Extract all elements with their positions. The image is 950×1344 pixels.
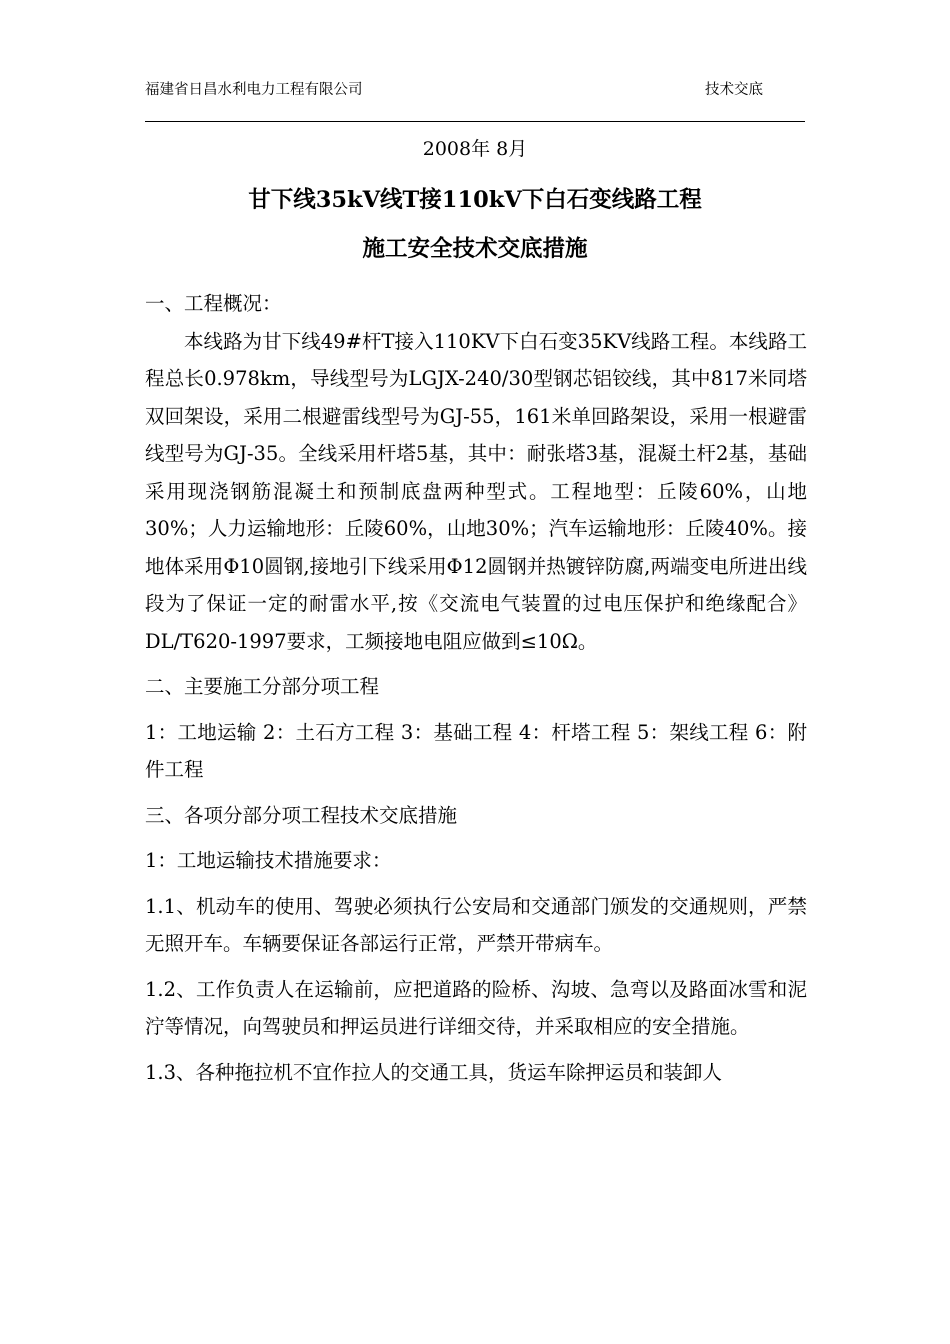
document-title: 甘下线35kV线T接110kV下白石变线路工程 [248,187,702,213]
spacer [145,1046,807,1054]
section-1-paragraph: 本线路为甘下线49#杆T接入110KV下白石变35KV线路工程。本线路工程总长0.978km，导线型号为LGJX-240/30型钢芯铝铰线，其中817米同塔双回架设，采用二根避雷线型号为GJ-55，161米单回路架设，采用一根避雷线型号为GJ-35。全线采用杆塔5基，其中：耐张塔3基，混凝土杆2基，基础采用现浇钢筋混凝土和预制底盘两种型式。工程地型：丘陵60%，山地30%；人力运输地形：丘陵60%，山地30%；汽车运输地形：丘陵40%。接地体采用Φ10圆钢,接地引下线采用Φ12圆钢并热镀锌防腐,两端变电所进出线段为了保证一定的耐雷水平,按《交流电气装置的过电压保护和绝缘配合》DL/T620-1997要求，工频接地电阻应做到≤10Ω。 [145,329,807,653]
subsection-1-heading: 1：工地运输技术措施要求： [145,849,392,872]
document-date: 2008年 8月 [422,138,528,160]
list-item-1-3: 1.3、各种拖拉机不宜作拉人的交通工具，货运车除押运员和装卸人 [145,1060,723,1084]
spacer [145,880,807,888]
document-type: 技术交底 [705,82,763,98]
spacer [145,963,807,971]
document-subtitle: 施工安全技术交底措施 [362,236,588,262]
spacer [145,834,807,842]
spacer [145,706,807,714]
list-item-1-2: 1.2、工作负责人在运输前，应把道路的险桥、沟坡、急弯以及路面冰雪和泥泞等情况，向驾驶员和押运员进行详细交待，并采取相应的安全措施。 [145,977,807,1038]
spacer [145,789,807,797]
document-body [145,285,807,1091]
spacer [145,660,807,668]
section-2-heading: 二、主要施工分部分项工程 [145,675,380,698]
header-divider [145,121,805,122]
page-header [145,79,805,101]
section-3-heading: 三、各项分部分项工程技术交底措施 [145,803,458,827]
company-name: 福建省日昌水利电力工程有限公司 [145,82,363,98]
section-1-heading: 一、工程概况： [145,292,282,315]
list-item-1-1: 1.1、机动车的使用、驾驶必须执行公安局和交通部门颁发的交通规则，严禁无照开车。车辆要保证各部运行正常，严禁开带病车。 [145,894,807,955]
section-2-paragraph: 1：工地运输 2：土石方工程 3：基础工程 4：杆塔工程 5：架线工程 6：附件工程 [145,720,807,781]
